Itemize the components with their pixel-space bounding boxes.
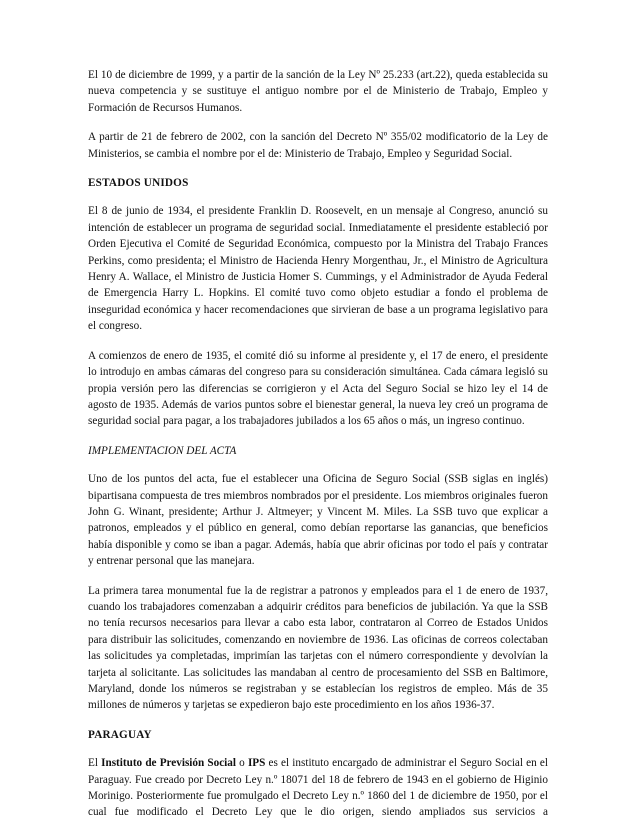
- paragraph-roosevelt-1934: El 8 de junio de 1934, el presidente Franklin D. Roosevelt, en un mensaje al Congreso, anunció su intención de establecer un programa de seguridad social. Inmediatamente el presidente estableció por Orden Ejecutiva el Comité de Seguridad Económica, compuesto por la Ministra del Trabajo Frances Perkins, como presidenta; el Ministro de Hacienda Henry Morgenthau, Jr., el Ministro de Agricultura Henry A. Wallace, el Ministro de Justicia Homer S. Cummings, y el Administrador de Ayuda Federal de Emergencia Harry L. Hopkins. El comité tuvo como objeto estudiar a fondo el problema de inseguridad económica y hacer recomendaciones que sirvieran de base a un programa legislativo para el congreso.: [88, 205, 548, 333]
- heading-paraguay: PARAGUAY: [88, 728, 152, 741]
- heading-estados-unidos: ESTADOS UNIDOS: [88, 177, 189, 190]
- paragraph-acta-1935: A comienzos de enero de 1935, el comité dió su informe al presidente y, el 17 de enero, el presidente lo introdujo en ambas cámaras del congreso para su consideración simultánea. Cada cámara legisló su propia versión pero las diferencias se corrigieron y el Acta del Seguro Social se hizo ley el 14 de agosto de 1935. Además de varios puntos sobre el bienestar general, la nueva ley creó un programa de seguridad social para pagar, a los trabajadores jubilados a los 65 años o más, un ingreso continuo.: [88, 349, 548, 428]
- ips-bold-acronym: IPS: [247, 757, 266, 770]
- paragraph-ministerio-1999: El 10 de diciembre de 1999, y a partir de la sanción de la Ley Nº 25.233 (art.22), queda establecida su nueva competencia y se sustituye el antiguo nombre por el de Ministerio de Trabajo, Empleo y Formación de Recursos Humanos.: [88, 69, 548, 114]
- ips-text-mid: o: [236, 757, 248, 770]
- paragraph-ministerio-2002: A partir de 21 de febrero de 2002, con la sanción del Decreto Nº 355/02 modificatorio de la Ley de Ministerios, se cambia el nombre por el de: Ministerio de Trabajo, Empleo y Seguridad Social.: [88, 131, 548, 160]
- heading-implementacion-acta: IMPLEMENTACION DEL ACTA: [88, 444, 237, 457]
- paragraph-ips-paraguay: [88, 755, 548, 821]
- document-page: [88, 67, 548, 834]
- ips-text-start: El: [88, 757, 102, 770]
- ips-bold-instituto: Instituto de Previsión Social: [101, 757, 236, 770]
- paragraph-oficina-ssb: Uno de los puntos del acta, fue el establecer una Oficina de Seguro Social (SSB siglas en inglés) bipartisana compuesta de tres miembros nombrados por el presidente. Los miembros originales fueron John G. Winant, presidente; Arthur J. Altmeyer; y Vincent M. Miles. La SSB tuvo que explicar a patronos, empleados y el público en general, como debían reportarse las ganancias, que beneficios había disponible y como se iban a pagar. Además, había que abrir oficinas por todo el país y contratar y entrenar personal que las manejara.: [88, 473, 548, 568]
- paragraph-registro-1937: La primera tarea monumental fue la de registrar a patronos y empleados para el 1 de enero de 1937, cuando los trabajadores comenzaban a adquirir créditos para beneficios de jubilación. Ya que la SSB no tenía recursos necesarios para llevar a cabo esta labor, contrataron al Correo de Estados Unidos para distribuir las solicitudes, comenzando en noviembre de 1936. Las oficinas de correos colectaban las solicitudes ya completadas, imprimían las tarjetas con el número correspondiente y devolvían la tarjeta al solicitante. Las solicitudes las mandaban al centro de procesamiento del SSB en Baltimore, Maryland, donde los números se registraban y se establecían los registros de empleo. Más de 35 millones de números y tarjetas se expedieron bajo este procedimiento en los años 1936-37.: [88, 584, 548, 712]
- ips-text-rest: es el instituto encargado de administrar el Seguro Social en el Paraguay. Fue creado por Decreto Ley n.º 18071 del 18 de febrero de 1943 en el gobierno de Higinio Morinigo. Posteriormente fue promulgado el Decreto Ley n.º 1860 del 1 de diciembre de 1950, por el cual fue modificado el Decreto Ley que le dio origen, siendo ampliados sus servicios a: [88, 757, 548, 819]
